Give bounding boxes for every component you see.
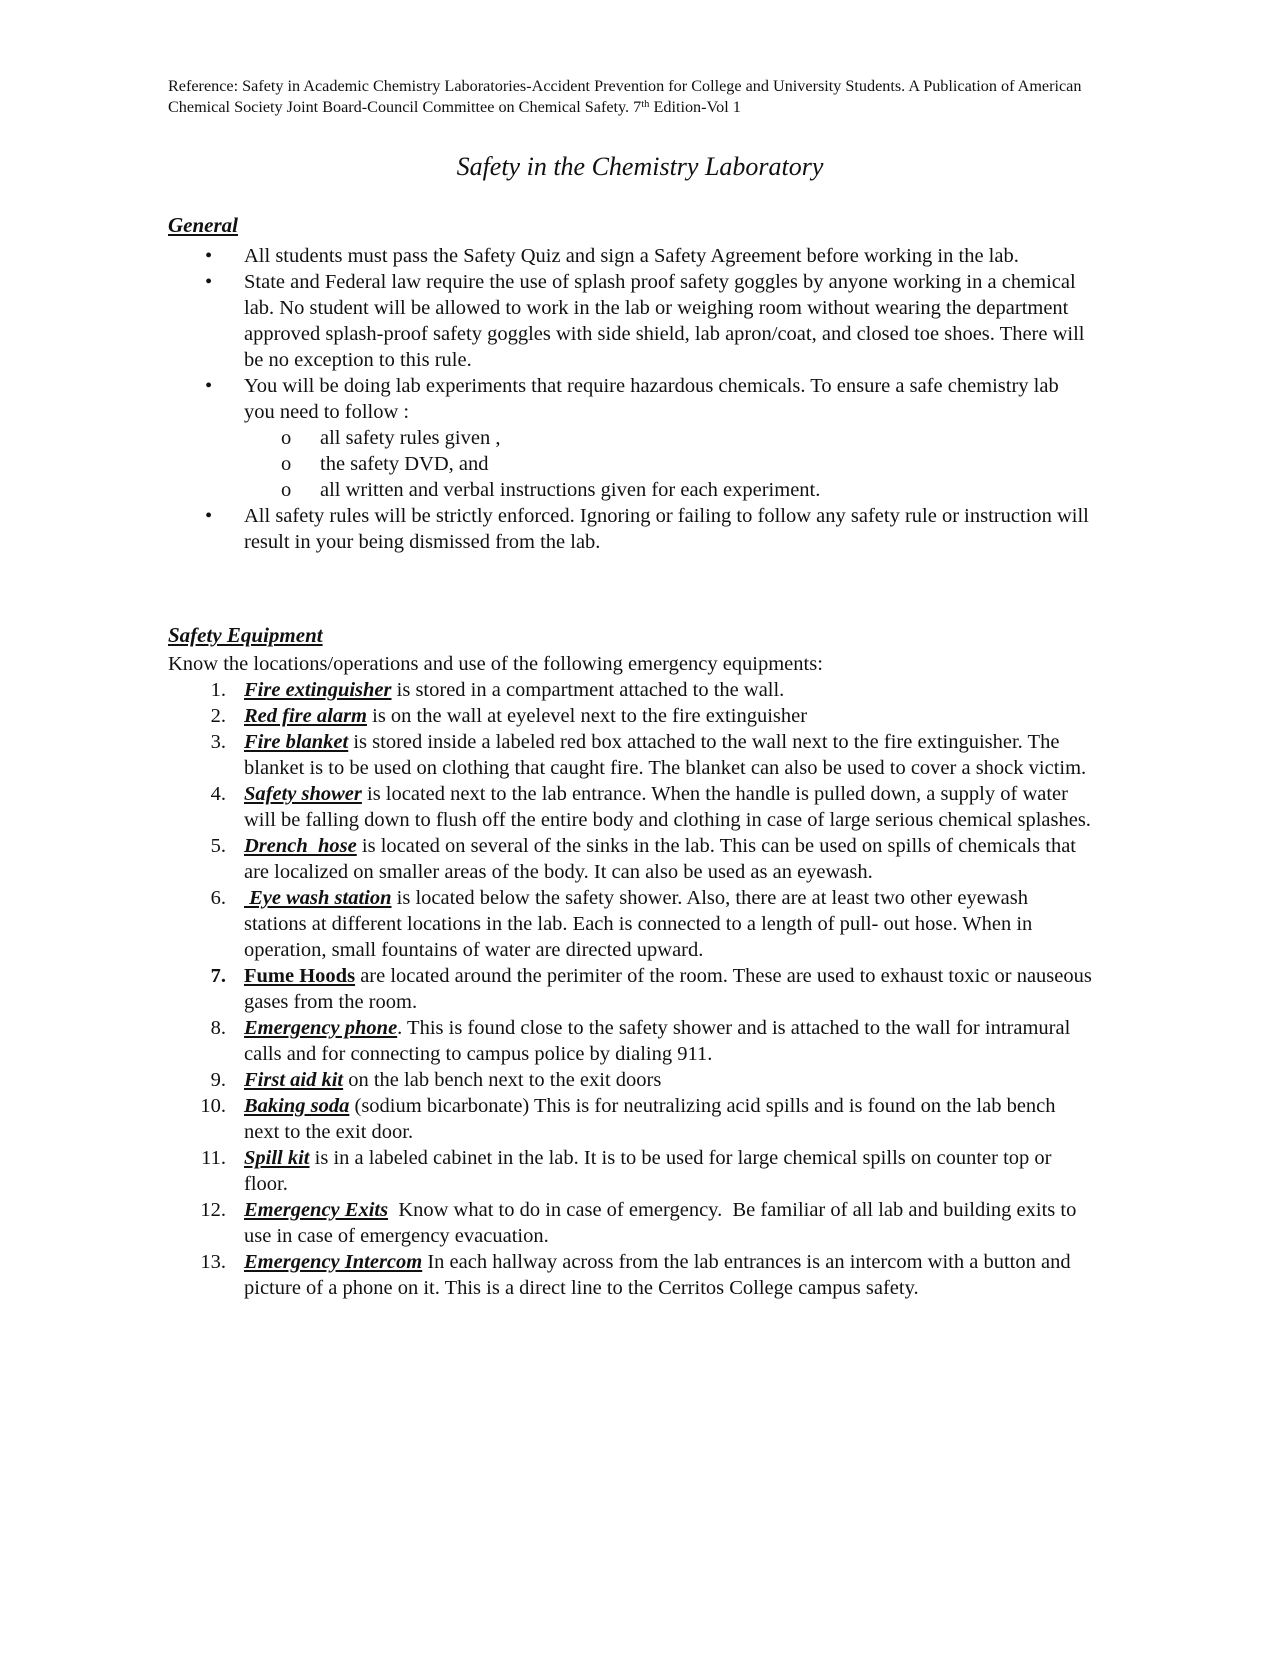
equipment-term: Emergency Intercom — [244, 1251, 423, 1273]
equipment-description: . This is found close to the safety shower and is attached to the wall for intramural calls and for connecting to campus police by dialing 911. — [244, 1017, 1071, 1065]
equipment-item — [168, 781, 1093, 833]
equipment-item — [168, 885, 1093, 963]
item-number: 8. — [210, 1017, 226, 1039]
sub-item-text: all safety rules given , — [320, 427, 501, 449]
equipment-term: Emergency phone — [244, 1017, 398, 1039]
equipment-term: Drench hose — [244, 835, 357, 857]
equipment-description: is on the wall at eyelevel next to the fire extinguisher — [367, 705, 808, 727]
bullet-marker: • — [205, 245, 213, 267]
equipment-description: are located around the perimiter of the room. These are used to exhaust toxic or nauseous gases from the room. — [244, 965, 1092, 1013]
sub-item-text: all written and verbal instructions given for each experiment. — [320, 479, 821, 501]
equipment-item — [168, 1015, 1093, 1067]
sub-list-item — [244, 451, 1093, 477]
equipment-description: is located below the safety shower. Also, there are at least two other eyewash stations at different locations in the lab. Each is connected to a length of pull- out hose. When in operation, small fountains of water are directed upward. — [244, 887, 1033, 961]
equipment-term: Red fire alarm — [244, 705, 367, 727]
bullet-marker: • — [205, 505, 213, 527]
sub-bullet-marker: o — [281, 427, 292, 449]
bullet-marker: • — [205, 271, 213, 293]
reference-text: Reference: Safety in Academic Chemistry Laboratories-Accident Prevention for College and University Students. A Publication of American Chemical Society Joint Board-Council Committee on Chemical Safety. 7 — [168, 77, 1082, 116]
reference-suffix: Edition-Vol 1 — [649, 98, 741, 116]
equipment-term: First aid kit — [244, 1069, 344, 1091]
equipment-item — [168, 729, 1093, 781]
list-item — [168, 269, 1093, 373]
equipment-intro: Know the locations/operations and use of the following emergency equipments: — [168, 653, 823, 675]
equipment-term: Fire extinguisher — [244, 679, 392, 701]
equipment-description: In each hallway across from the lab entrances is an intercom with a button and picture of a phone on it. This is a direct line to the Cerritos College campus safety. — [244, 1251, 1071, 1299]
item-number: 10. — [200, 1095, 226, 1117]
item-number: 13. — [200, 1251, 226, 1273]
equipment-description: is stored in a compartment attached to the wall. — [391, 679, 785, 701]
equipment-item — [168, 1093, 1093, 1145]
item-number: 7. — [210, 965, 226, 987]
item-number: 5. — [210, 835, 226, 857]
sub-item-text: the safety DVD, and — [320, 453, 489, 475]
item-number: 4. — [210, 783, 226, 805]
list-item — [168, 373, 1093, 503]
equipment-item — [168, 833, 1093, 885]
bullet-text: All safety rules will be strictly enforced. Ignoring or failing to follow any safety rule or instruction will result in your being dismissed from the lab. — [244, 505, 1089, 553]
equipment-item — [168, 963, 1093, 1015]
equipment-description: is located next to the lab entrance. When the handle is pulled down, a supply of water will be falling down to flush off the entire body and clothing in case of large serious chemical splashes. — [244, 783, 1091, 831]
equipment-description: is stored inside a labeled red box attached to the wall next to the fire extinguisher. The blanket is to be used on clothing that caught fire. The blanket can also be used to cover a shock victim. — [244, 731, 1087, 779]
item-number: 1. — [210, 679, 226, 701]
bullet-text: You will be doing lab experiments that require hazardous chemicals. To ensure a safe chemistry lab you need to follow : — [244, 375, 1059, 423]
sub-list-item — [244, 477, 1093, 503]
equipment-term: Fire blanket — [244, 731, 349, 753]
item-number: 2. — [210, 705, 226, 727]
list-item — [168, 503, 1093, 555]
item-number: 6. — [210, 887, 226, 909]
bullet-marker: • — [205, 375, 213, 397]
sub-list — [244, 425, 1093, 503]
reference-superscript: th — [641, 99, 650, 110]
equipment-item — [168, 1249, 1093, 1301]
item-number: 3. — [210, 731, 226, 753]
equipment-description: (sodium bicarbonate) This is for neutralizing acid spills and is found on the lab bench next to the exit door. — [244, 1095, 1056, 1143]
sub-bullet-marker: o — [281, 453, 292, 475]
equipment-item — [168, 1197, 1093, 1249]
equipment-term: Emergency Exits — [244, 1199, 389, 1221]
equipment-description: Know what to do in case of emergency. Be familiar of all lab and building exits to use in case of emergency evacuation. — [244, 1199, 1082, 1247]
equipment-description: on the lab bench next to the exit doors — [343, 1069, 662, 1091]
equipment-item — [168, 1145, 1093, 1197]
equipment-description: is located on several of the sinks in the lab. This can be used on spills of chemicals that are localized on smaller areas of the body. It can also be used as an eyewash. — [244, 835, 1076, 883]
bullet-text: All students must pass the Safety Quiz and sign a Safety Agreement before working in the lab. — [244, 245, 1019, 267]
list-item — [168, 243, 1093, 269]
bullet-text: State and Federal law require the use of splash proof safety goggles by anyone working in a chemical lab. No student will be allowed to work in the lab or weighing room without wearing the department approved splash-proof safety goggles with side shield, lab apron/coat, and closed toe shoes. There will be no exception to this rule. — [244, 271, 1085, 371]
equipment-item — [168, 677, 1093, 703]
equipment-term: Baking soda — [244, 1095, 350, 1117]
equipment-description: is in a labeled cabinet in the lab. It is to be used for large chemical spills on counter top or floor. — [244, 1147, 1052, 1195]
item-number: 9. — [210, 1069, 226, 1091]
page-title: Safety in the Chemistry Laboratory — [456, 152, 824, 181]
equipment-term: Fume Hoods — [244, 965, 356, 987]
general-bullet-list — [168, 243, 1093, 555]
equipment-list — [168, 677, 1093, 1301]
safety-equipment-heading: Safety Equipment — [168, 623, 323, 647]
item-number: 12. — [200, 1199, 226, 1221]
equipment-term: Eye wash station — [244, 887, 392, 909]
equipment-term: Safety shower — [244, 783, 362, 805]
equipment-item — [168, 703, 1093, 729]
equipment-item — [168, 1067, 1093, 1093]
reference-note — [168, 76, 1108, 118]
general-heading: General — [168, 213, 238, 237]
equipment-term: Spill kit — [244, 1147, 310, 1169]
item-number: 11. — [201, 1147, 226, 1169]
sub-bullet-marker: o — [281, 479, 292, 501]
sub-list-item — [244, 425, 1093, 451]
